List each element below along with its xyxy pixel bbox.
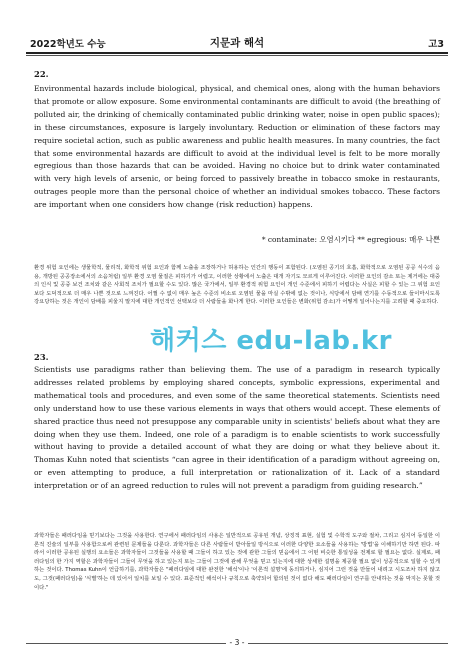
question-22-gloss: * contaminate: 오염시키다 ** egregious: 매우 나쁜 [261, 235, 440, 244]
page-title: 지문과 해석 [209, 37, 265, 49]
question-23-number: 23. [34, 352, 49, 362]
question-22-number: 22. [34, 69, 49, 79]
watermark: 해커스 edu-lab.kr [150, 326, 393, 356]
page-header [26, 34, 448, 50]
footer-rule-right [248, 643, 448, 644]
page-number: - 3 - [229, 638, 245, 647]
header-rule-thick [26, 52, 448, 54]
question-22-passage: Environmental hazards include biological, physical, and chemical ones, along with the human behaviors that promote or allow exposure. Some environmental contaminants are difficult to avoid (the breathing of polluted air, the drinking of chemically contaminated public drinking water, noise in open public spaces); in these circumstances, exposure is largely involuntary. Reduction or elimination of these factors may require societal action, such as public awareness and public health measures. In many countries, the fact that some environmental hazards are difficult to avoid at the individual level is felt to be more morally egregious than those hazards that can be avoided. Having no choice but to drink water contaminated with very high levels of arsenic, or being forced to passively breathe in tobacco smoke in restaurants, outrages people more than the personal choice of whether an individual smokes tobacco. These factors are important when one considers how change (risk reduction) happens. [34, 84, 440, 210]
question-23-passage: Scientists use paradigms rather than believing them. The use of a paradigm in research typically addresses related problems by employing shared concepts, symbolic expressions, experimental and mathematical tools and procedures, and even some of the same theoretical statements. Scientists need only understand how to use these various elements in ways that others would accept. These elements of shared practice thus need not presuppose any comparable unity in scientists' beliefs about what they are doing when they use them. Indeed, one role of a paradigm is to enable scientists to work successfully without having to provide a detailed account of what they are doing or what they believe about it. Thomas Kuhn noted that scientists “can agree in their identification of a paradigm without agreeing on, or even attempting to produce, a full interpretation or rationalization of it. Lack of a standard interpretation or of an agreed reduction to rules will not prevent a paradigm from guiding research.” [34, 365, 440, 491]
question-22-translation: 환경 위험 요인에는 생물학적, 물리적, 화학적 위험 요인과 함께 노출을 조장하거나 허용하는 인간의 행동이 포함된다. (오염된 공기의 호흡, 화학적으로 오염된 공공 식수의 음용, 개방된 공공장소에서의 소음처럼) 일부 환경 오염 물질은 피하기가 어렵고, 이러한 상황에서 노출은 대개 자기도 모르게 이루어진다. 이러한 요인의 감소 또는 제거에는 대중의 인식 및 공중 보건 조치와 같은 사회적 조치가 필요할 수도 있다. 많은 국가에서, 일부 환경적 위험 요인이 개인 수준에서 피하기 어렵다는 사실은 피할 수 있는 그 위험 요인보다 도덕적으로 더 매우 나쁜 것으로 느껴진다. 어쩔 수 없이 매우 높은 수준의 비소로 오염된 물을 마실 수밖에 없는 것이나, 식당에서 담배 연기를 수동적으로 들이마시도록 강요당하는 것은 개인이 담배를 피울지 말지에 대한 개인적인 선택보다 더 사람들을 화나게 한다. 이러한 요인들은 변화(위험 감소)가 어떻게 일어나는지를 고려할 때 중요하다. [34, 265, 440, 306]
header-rule-thin [26, 55, 448, 56]
question-23-translation: 과학자들은 패러다임을 믿기보다는 그것을 사용한다. 연구에서 패러다임의 사용은 일반적으로 공유된 개념, 상징적 표현, 실험 및 수학적 도구와 절차, 그리고 심지어 동일한 이론적 진술의 일부를 사용함으로써 관련된 문제들을 다룬다. 과학자들은 다른 사람들이 받아들일 방식으로 이러한 다양한 요소들을 사용하는 '방법'을 이해하기만 하면 된다. 따라서 이러한 공유된 실행의 요소들은 과학자들이 그것들을 사용할 때 그들이 하고 있는 것에 관한 그들의 믿음에서 그 어떤 비슷한 통일성을 전제로 할 필요는 없다. 실제로, 패러다임의 한 가지 역할은 과학자들이 그들이 무엇을 하고 있는지 또는 그들이 그것에 관해 무엇을 믿고 있는지에 대한 상세한 설명을 제공할 필요 없이 성공적으로 일할 수 있게 하는 것이다. Thomas Kuhn이 언급하기를, 과학자들은 "패러다임에 대한 완전한 '해석'이나 '이론적 설명'에 동의하거나, 심지어 그런 것을 만들어 내려고 시도조차 하지 않고도, 그것(패러다임)을 '식별'하는 데 있어서 일치를 보일 수 있다. 표준적인 해석이나 규칙으로 축약되어 합의된 것이 없다 해도 패러다임이 연구를 안내하는 것을 막지는 못할 것이다." [34, 533, 440, 591]
grade-label: 고3 [428, 39, 444, 50]
exam-year-label: 2022학년도 수능 [30, 39, 106, 50]
